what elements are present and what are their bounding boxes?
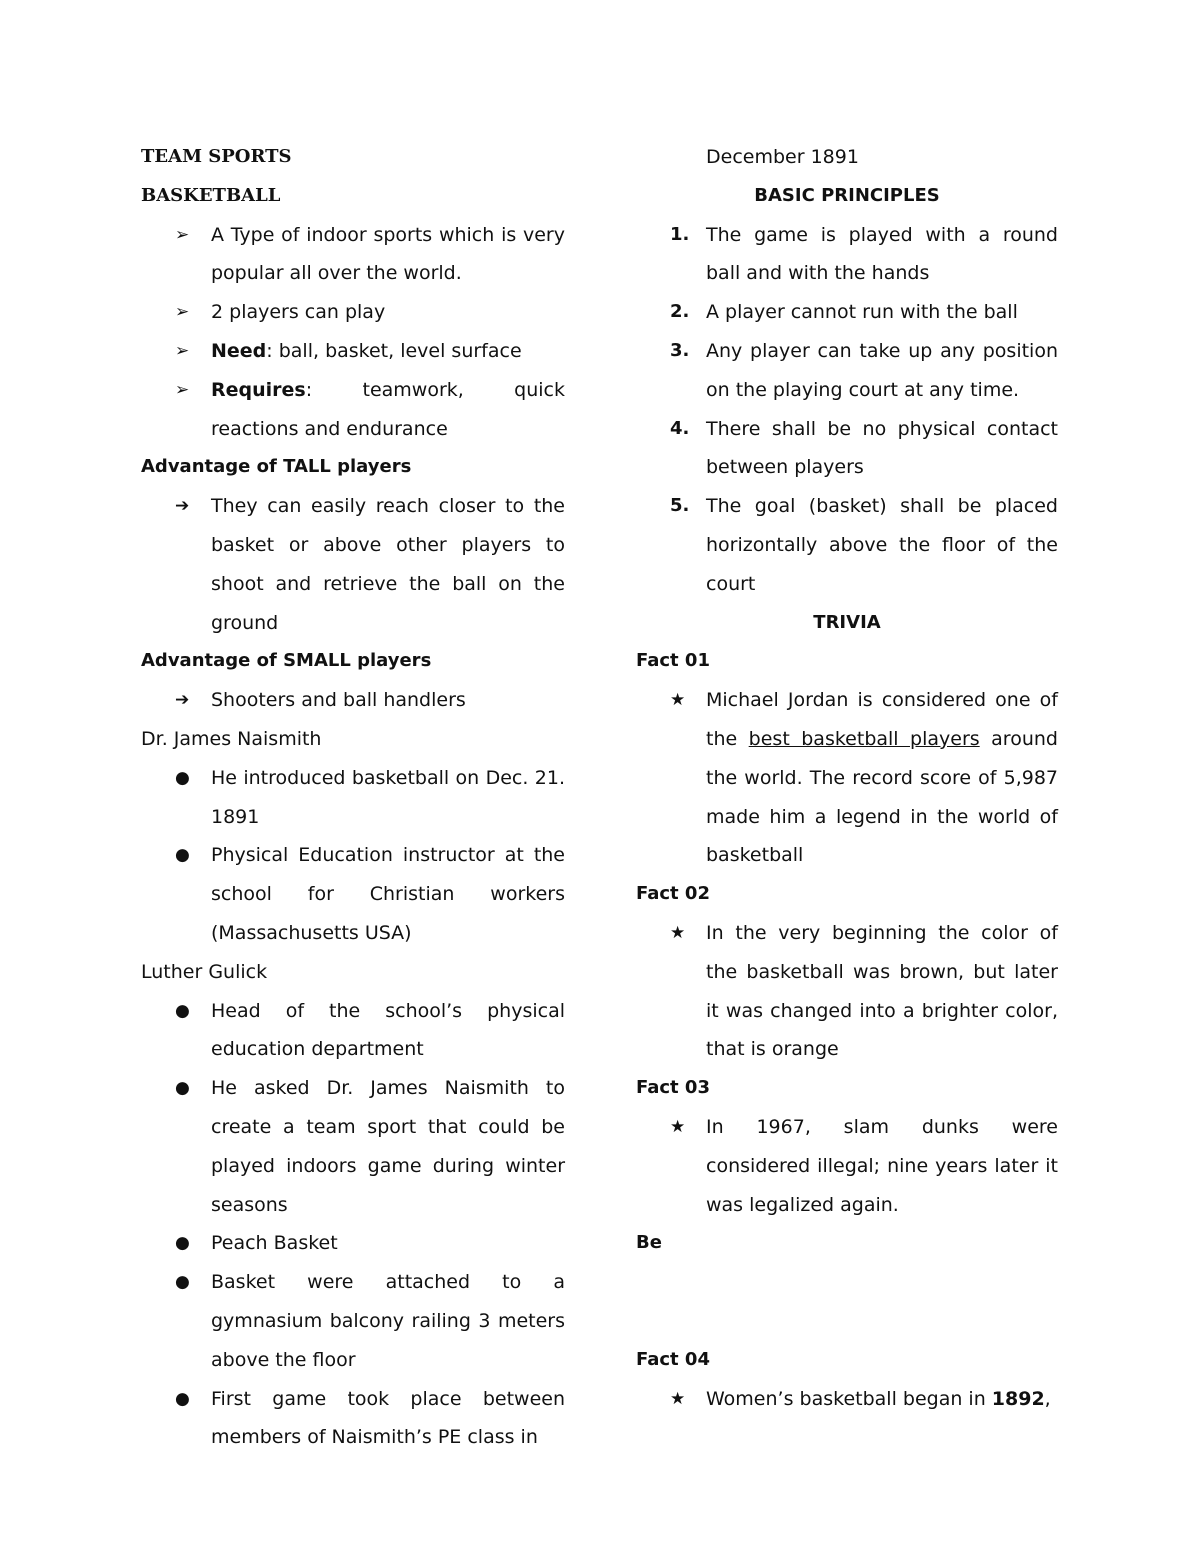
- small-advantage-item: ➔ Shooters and ball handlers: [141, 681, 565, 720]
- principle-item: 4. There shall be no physical contact between players: [670, 417, 1058, 479]
- fact-04-label: Fact 04: [636, 1349, 710, 1371]
- fact-02-item: ★ In the very beginning the color of the basketball was brown, but later it was changed into a brighter color, that is orange: [636, 914, 1058, 1069]
- gulick-name: Luther Gulick: [141, 960, 268, 983]
- small-players-heading: Advantage of SMALL players: [141, 650, 432, 672]
- gulick-item: ● First game took place between members of Naismith’s PE class in: [141, 1380, 565, 1458]
- principles-heading: BASIC PRINCIPLES: [754, 184, 940, 206]
- trivia-heading: TRIVIA: [813, 611, 881, 633]
- arrowhead-bullet-icon: ➢: [175, 224, 190, 245]
- fact-03-item: ★ In 1967, slam dunks were considered illegal; nine years later it was legalized again.: [636, 1108, 1058, 1224]
- need-label: Need: [211, 339, 267, 362]
- circle-bullet-icon: ●: [175, 1000, 190, 1021]
- left-column: [141, 138, 565, 1457]
- naismith-item: ● He introduced basketball on Dec. 21. 1891: [141, 759, 565, 837]
- circle-bullet-icon: ●: [175, 1233, 190, 1254]
- tall-advantage-item: ➔ They can easily reach closer to the basket or above other players to shoot and retrieve the ball on the ground: [141, 487, 565, 642]
- fact-03-label: Fact 03: [636, 1077, 710, 1099]
- circle-bullet-icon: ●: [175, 1272, 190, 1293]
- intro-item: ➢ A Type of indoor sports which is very popular all over the world.: [141, 216, 565, 294]
- star-bullet-icon: ★: [670, 922, 686, 943]
- best-players-link[interactable]: best basketball players: [748, 727, 980, 750]
- fact-01-label: Fact 01: [636, 650, 710, 672]
- fact-01-item: ★ Michael Jordan is considered one of the best basketball players around the world. The record score of 5,987 made him a legend in the world of basketball: [636, 681, 1058, 875]
- arrowhead-bullet-icon: ➢: [175, 302, 190, 323]
- naismith-item: ● Physical Education instructor at the school for Christian workers (Massachusetts USA): [141, 836, 565, 952]
- intro-item: ➢ Requires: teamwork, quick reactions and endurance: [141, 371, 565, 449]
- fact-04-item: ★ Women’s basketball began in 1892,: [636, 1380, 1058, 1419]
- star-bullet-icon: ★: [670, 1116, 686, 1137]
- principle-item: 1. The game is played with a round ball and with the hands: [670, 223, 1058, 285]
- intro-item: ➢ 2 players can play: [141, 293, 565, 332]
- intro-item: ➢ Need: ball, basket, level surface: [141, 332, 565, 371]
- arrowhead-bullet-icon: ➢: [175, 340, 190, 361]
- gulick-item: ● Basket were attached to a gymnasium balcony railing 3 meters above the floor: [141, 1263, 565, 1379]
- circle-bullet-icon: ●: [175, 1388, 190, 1409]
- date-line: December 1891: [706, 146, 859, 168]
- arrow-bullet-icon: ➔: [175, 690, 190, 711]
- gulick-item: ● He asked Dr. James Naismith to create a team sport that could be played indoors game during winter seasons: [141, 1069, 565, 1224]
- circle-bullet-icon: ●: [175, 1078, 190, 1099]
- principle-item: 2. A player cannot run with the ball: [670, 301, 1018, 324]
- blank-space: [636, 1263, 1058, 1341]
- naismith-name: Dr. James Naismith: [141, 727, 322, 750]
- circle-bullet-icon: ●: [175, 845, 190, 866]
- be-label: Be: [636, 1232, 662, 1254]
- star-bullet-icon: ★: [670, 1388, 686, 1409]
- principle-item: 5. The goal (basket) shall be placed horizontally above the floor of the court: [670, 495, 1058, 595]
- arrow-bullet-icon: ➔: [175, 496, 190, 517]
- right-column: [636, 138, 1058, 1419]
- gulick-item: ● Peach Basket: [141, 1224, 565, 1263]
- fact-02-label: Fact 02: [636, 883, 710, 905]
- title-team-sports: TEAM SPORTS: [141, 146, 292, 167]
- circle-bullet-icon: ●: [175, 767, 190, 788]
- tall-players-heading: Advantage of TALL players: [141, 456, 412, 478]
- principle-item: 3. Any player can take up any position on the playing court at any time.: [670, 339, 1058, 401]
- title-basketball: BASKETBALL: [141, 184, 281, 206]
- gulick-item: ● Head of the school’s physical education department: [141, 992, 565, 1070]
- requires-label: Requires: [211, 378, 306, 401]
- star-bullet-icon: ★: [670, 690, 686, 711]
- arrowhead-bullet-icon: ➢: [175, 379, 190, 400]
